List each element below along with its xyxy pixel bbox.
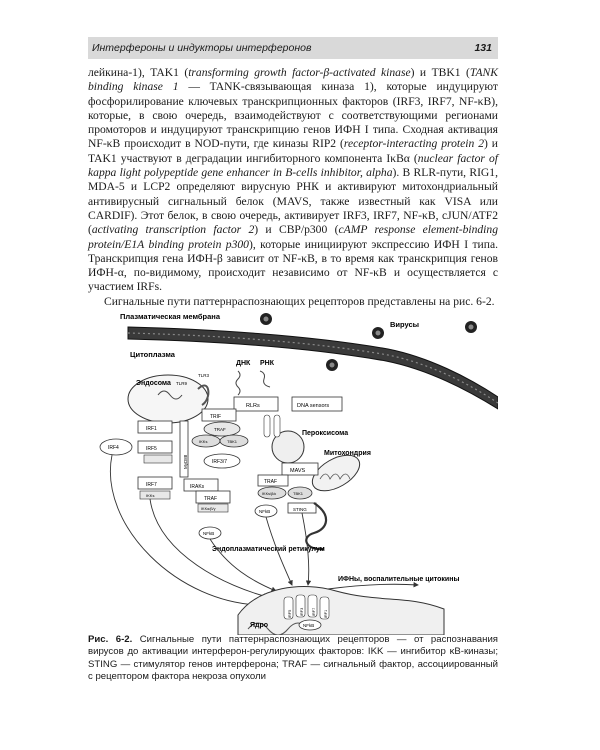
running-head-title: Интерфероны и индукторы интерферонов [92, 42, 312, 54]
label-nfkb-3: NFkB [303, 623, 315, 628]
text-run: ) и TAK1 участвуют в деградации ингибиторного компонента IκBα ( [88, 137, 499, 165]
label-irf3-n: IRF3 [300, 607, 304, 616]
label-rna: РНК [260, 360, 274, 367]
label-nucleus: Ядро [250, 622, 269, 629]
term-italic: nuclear factor of kappa light polypeptide gene enhancer in B-cells inhibitor, alpha [88, 151, 498, 180]
figure-signaling-pathways [88, 305, 498, 635]
term-italic: cAMP response element-binding protein/E1A binding protein p300 [88, 223, 498, 251]
label-tlr3: TLR3 [198, 373, 210, 378]
page-number: 131 [474, 42, 492, 54]
nucleus [238, 586, 444, 635]
label-nfkb-2: NFkB [259, 509, 271, 514]
virus-icon [260, 313, 272, 325]
label-irf4: IRF4 [108, 445, 119, 451]
running-head [88, 37, 498, 59]
label-nfkb-1: NFkB [203, 531, 215, 536]
label-mitochondria: Митохондрия [324, 450, 371, 457]
paragraph-1 [88, 66, 498, 295]
text-run: ). В RLR-пути, RIG1, MDA-5 и LCP2 определяют вирусную РНК и активируют митохондриальный антивирусный сигнальный белок (MAVS, также известный как VISA или CARDIF). Этот белок, в свою очередь, активирует IRF3, IRF7, NF-κB, cJUN/ATF2 ( [88, 166, 498, 237]
body-text [88, 66, 498, 309]
label-cytoplasm: Цитоплазма [130, 350, 175, 359]
label-traf-c: TRAF [264, 479, 278, 485]
diagram-svg [88, 305, 498, 635]
text-run: ), которые инициируют экспрессию ИФН I типа. Транскрипция гена ИФН-β зависит от NF-κB, в то время как транскрипция генов ИФН-α, по-видимому, происходит независимо от NF-κB и осуществляется с участием IRFs. [88, 237, 498, 294]
label-iraks: IRAKs [190, 484, 205, 490]
label-peroxisome: Пероксисома [302, 430, 349, 437]
rna-strand [260, 371, 270, 387]
label-ikk-abg: IKKα/β/γ [201, 507, 216, 511]
label-traf-b: TRAF [204, 496, 218, 502]
label-tbk1-c: TBK1 [293, 491, 304, 496]
term-italic: transforming growth factor-β-activated kinase [188, 66, 411, 79]
label-membrane: Плазматическая мембрана [120, 312, 221, 321]
text-run: лейкина-1), TAK1 ( [88, 66, 189, 79]
text-run: ) и TBK1 ( [410, 66, 470, 79]
label-traf-a: TRAF [214, 427, 226, 432]
dna-strand [236, 371, 240, 395]
label-endosome: Эндосома [136, 380, 171, 387]
text-run: — TANK-связывающая киназа 1), которые индуцируют фосфорилирование ключевых транскрипционных факторов (IRF3, IRF7, NF-κB), которые, в свою очередь, взаимодействуют с соответствующими регионами промоторов и индуцируют транскрипцию генов ИФН I типа. Сходная активация NF-κB происходит в NOD-пути, где киназы RIP2 ( [88, 80, 498, 151]
label-irf1: IRF1 [146, 426, 157, 432]
label-irf3-7: IRF3/7 [212, 459, 228, 465]
term-italic: TANK binding kinase 1 [88, 66, 499, 94]
label-viruses: Вирусы [390, 320, 420, 329]
virus-icon [465, 321, 477, 333]
label-ikks-a: IKKs [199, 439, 208, 444]
label-mavs: MAVS [290, 468, 306, 474]
caption-label: Рис. 6-2. [88, 634, 133, 645]
label-irf5-n: IRF5 [288, 609, 292, 618]
label-ikks-c: IKKs/β/κ [262, 492, 277, 496]
figure-caption [88, 634, 498, 684]
paragraph-2: Сигнальные пути паттернраспознающих рецепторов представлены на рис. 6-2. [104, 294, 495, 308]
term-italic: activating transcription factor 2 [91, 223, 255, 237]
virus-icon [326, 359, 338, 371]
label-dna: ДНК [236, 360, 251, 367]
label-ifn: ИФНы, воспалительные цитокины [338, 576, 460, 583]
label-tbk1: TBK1 [227, 439, 238, 444]
label-er: Эндоплазматический ретикулум [212, 546, 325, 553]
caption-text: Сигнальные пути паттернраспознающих рецепторов — от распознавания вирусов до активации интерферон-регулирующих факторов: IKK — ингибитор κB-киназы; STING — стимулятор генов интерферона; TRAF — сигнальный фактор, ассоциированный с рецептором фактора некроза опухоли [88, 634, 498, 683]
virus-icon [372, 327, 384, 339]
ikks-b [140, 491, 170, 499]
label-irf1-n: IRF1 [324, 609, 328, 618]
label-irf7: IRF7 [146, 482, 157, 488]
label-ikks-b: IKKs [146, 493, 155, 498]
text-run: ) и CBP/p300 ( [254, 223, 339, 237]
label-irf5: IRF5 [146, 446, 157, 452]
label-sting: STING [293, 507, 307, 512]
label-dna-sensors: DNA sensors [297, 403, 330, 409]
label-rlrs: RLRs [246, 403, 260, 409]
label-tlr9: TLR9 [176, 381, 188, 386]
label-irf7-n: IRF7 [312, 607, 316, 616]
term-italic: receptor-interacting protein 2 [343, 137, 484, 151]
label-myd88: MyD88 [183, 454, 188, 469]
label-trif: TRIF [210, 414, 222, 420]
